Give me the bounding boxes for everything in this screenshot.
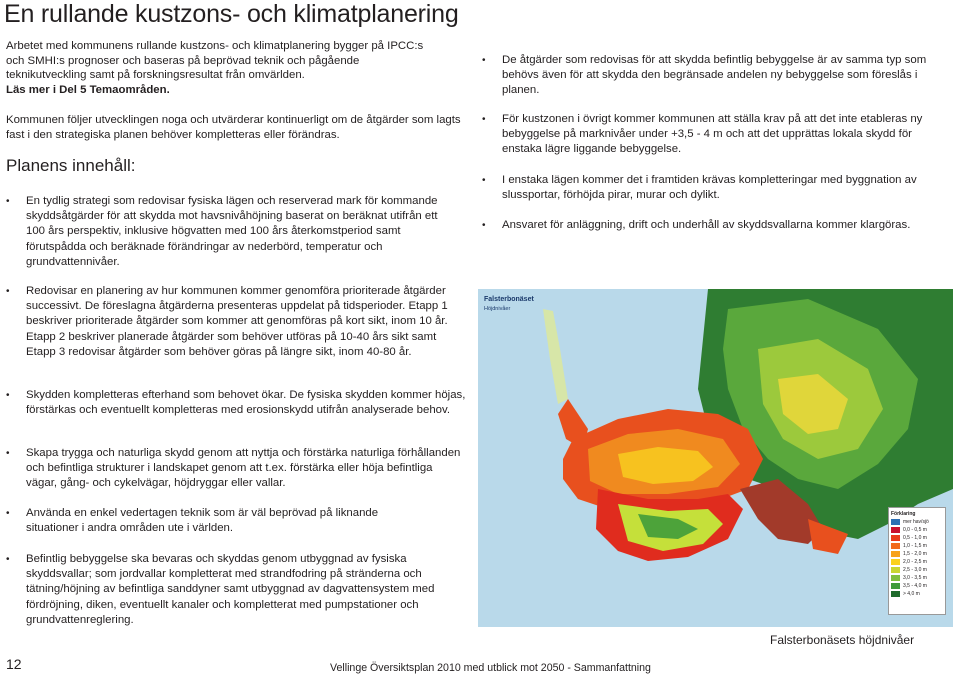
bullet-natural-protection: • Skapa trygga och naturliga skydd genom att nyttja och förstärka naturliga förhållanden och befintliga strukturer i landskapet genom att t.ex. förstärka eller höja befintliga vägar, gång- och cykelvägar, höjdryggar eller vallar. <box>6 446 466 492</box>
right-bullet-list-3 <box>482 173 952 203</box>
left-bullet-list-1 <box>6 194 446 270</box>
left-bullet-list-6 <box>6 552 466 628</box>
legend-swatch <box>891 575 900 581</box>
bullet-responsibility: • Ansvaret för anläggning, drift och underhåll av skyddsvallarna kommer klargöras. <box>482 218 952 233</box>
legend-swatch <box>891 551 900 557</box>
map-subtitle: Höjdnivåer <box>484 306 511 312</box>
legend-label: 2,5 - 3,0 m <box>903 567 927 573</box>
bullet-strategy: • En tydlig strategi som redovisar fysiska lägen och reserverad mark för kommande skyddsåtgärder för att skydda mot havsnivåhöjning baserat on beräknat utifrån ett 100 års perspektiv, inklusive högvatten med 100 års återkomstperiod samt förutspådda och beräknade förändringar av nederbörd, temperatur och grundvattennivåer. <box>6 194 446 270</box>
legend-row <box>891 526 943 534</box>
read-more-link[interactable]: Läs mer i Del 5 Temaområden. <box>6 83 170 96</box>
left-bullet-list-4 <box>6 446 466 492</box>
legend-row <box>891 542 943 550</box>
legend-row <box>891 550 943 558</box>
bullet-technique: • Använda en enkel vedertagen teknik som är väl beprövad på liknande situationer i andra områden ute i världen. <box>6 506 426 536</box>
legend-swatch <box>891 559 900 565</box>
left-bullet-list-5 <box>6 506 426 536</box>
section-heading: Planens innehåll: <box>6 156 136 175</box>
bullet-complement: • Skydden kompletteras efterhand som behovet ökar. De fysiska skydden kommer höjas, förstärkas och eventuellt kompletteras med erosionskydd utifrån analyserade behov. <box>6 388 466 418</box>
legend-label: 3,5 - 4,0 m <box>903 583 927 589</box>
legend-label: 0,0 - 0,5 m <box>903 527 927 533</box>
map-title: Falsterbonäset <box>484 296 534 303</box>
legend-row <box>891 534 943 542</box>
bullet-same-measures: • De åtgärder som redovisas för att skydda befintlig bebyggelse är av samma typ som behövs även för att skydda den begränsade andelen ny bebyggelse som föreslås i planen. <box>482 53 952 99</box>
intro-text: Arbetet med kommunens rullande kustzons- och klimatplanering bygger på IPCC:s och SMHI:s prognoser och baseras på beprövad teknik och pågående teknikutveckling samt på forskningsresultat från omvärlden. <box>6 40 424 81</box>
legend-swatch <box>891 591 900 597</box>
right-bullet-list-4 <box>482 218 952 233</box>
legend-title: Förklaring <box>891 511 916 517</box>
right-bullet-list-2 <box>482 112 952 158</box>
map-legend <box>888 507 946 615</box>
legend-swatch <box>891 583 900 589</box>
legend-swatch <box>891 527 900 533</box>
legend-label: 2,0 - 2,5 m <box>903 559 927 565</box>
right-bullet-list-1 <box>482 53 952 99</box>
legend-row <box>891 566 943 574</box>
legend-row <box>891 518 943 526</box>
map-caption: Falsterbonäsets höjdnivåer <box>770 633 915 647</box>
legend-row <box>891 558 943 566</box>
legend-swatch <box>891 519 900 525</box>
page-title: En rullande kustzons- och klimatplanering <box>4 0 459 28</box>
page-number: 12 <box>6 656 22 672</box>
bullet-planning: • Redovisar en planering av hur kommunen kommer genomföra prioriterade åtgärder successivt. De föreslagna åtgärderna presenteras uppdelat på tidsperioder. Etapp 1 beskriver prioriterade åtgärder som kommer att genomföras på kort sikt, inom 10 år. Etapp 2 beskriver planerade åtgärder som behöver utföras på 10-40 års sikt samt Etapp 3 redovisar åtgärder som behöver göras på längre sikt, inom 40-80 år. <box>6 284 466 360</box>
legend-label: 0,5 - 1,0 m <box>903 535 927 541</box>
follow-up-paragraph: Kommunen följer utvecklingen noga och utvärderar kontinuerligt om de åtgärder som lagts fast i den strategiska planen behöver kompletteras eller förändras. <box>6 114 461 141</box>
left-bullet-list-3 <box>6 388 466 418</box>
legend-label: 1,5 - 2,0 m <box>903 551 927 557</box>
footer-text: Vellinge Översiktsplan 2010 med utblick mot 2050 - Sammanfattning <box>330 662 651 674</box>
legend-label: 1,0 - 1,5 m <box>903 543 927 549</box>
elevation-map-graphic <box>478 289 953 627</box>
legend-row <box>891 582 943 590</box>
legend-swatch <box>891 543 900 549</box>
legend-row <box>891 590 943 598</box>
legend-label: 3,0 - 3,5 m <box>903 575 927 581</box>
left-bullet-list-2 <box>6 284 466 360</box>
bullet-existing-buildings: • Befintlig bebyggelse ska bevaras och skyddas genom utbyggnad av fysiska skyddsvallar; som jordvallar kompletterat med strandfodring på stränderna och tätning/höjning av befintliga sanddyner samt utbyggnad av dagvattensystem med fördröjning, diken, eventuellt kanaler och kompletterat med pumpstationer och grundvattenreglering. <box>6 552 466 628</box>
intro-paragraph <box>6 39 426 97</box>
legend-swatch <box>891 567 900 573</box>
bullet-sluice-gates: • I enstaka lägen kommer det i framtiden krävas kompletteringar med byggnation av slussportar, förhöjda pirar, murar och dylikt. <box>482 173 952 203</box>
legend-label: mer hav/sjö <box>903 519 929 525</box>
elevation-map <box>478 289 953 627</box>
legend-row <box>891 574 943 582</box>
legend-swatch <box>891 535 900 541</box>
legend-label: > 4,0 m <box>903 591 920 597</box>
bullet-coastal-requirements: • För kustzonen i övrigt kommer kommunen att ställa krav på att det inte etableras ny bebyggelse på marknivåer under +3,5 - 4 m och att det upprättas lokala skydd för enstaka lägre liggande bebyggelse. <box>482 112 952 158</box>
